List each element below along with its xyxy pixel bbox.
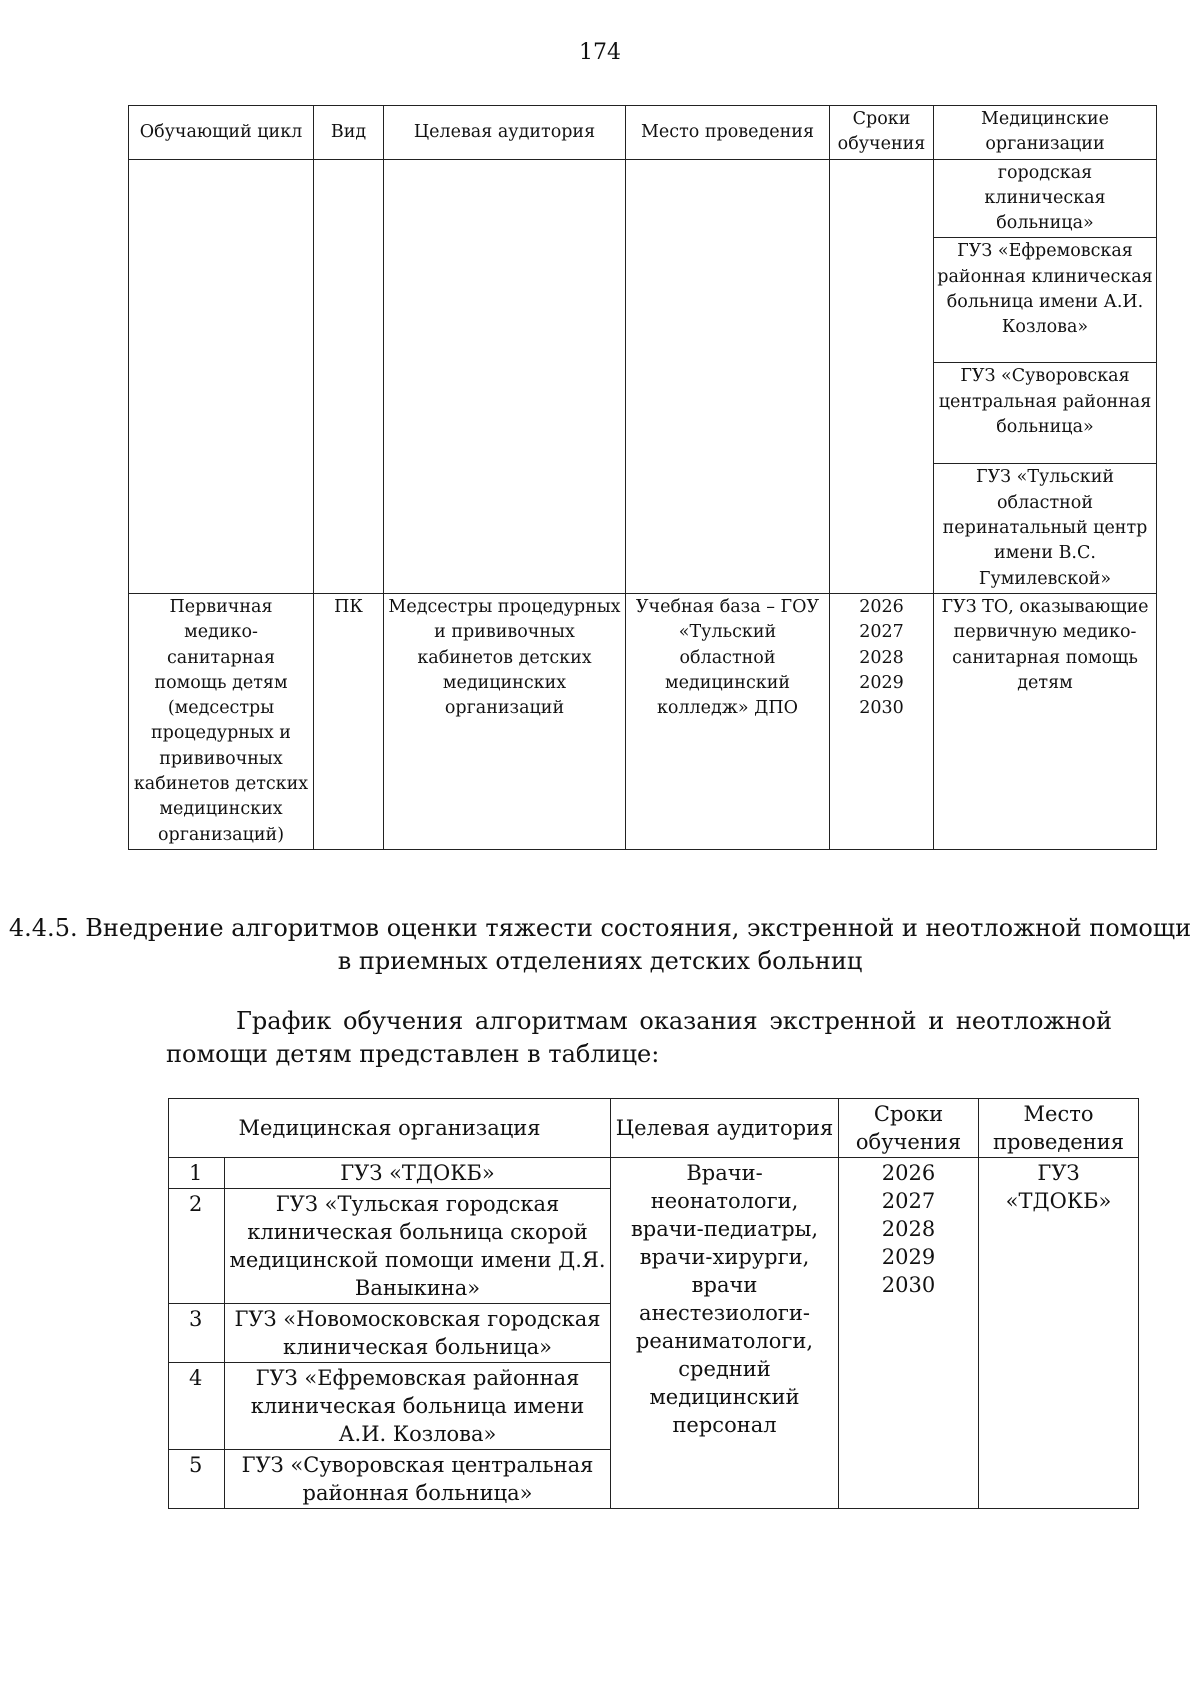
year: 2027 bbox=[881, 1189, 936, 1213]
empty-cell bbox=[626, 159, 830, 593]
org-cell: ГУЗ «ТДОКБ» bbox=[225, 1158, 611, 1189]
audience-cell: Медсестры процедурных и прививочных кабинетов детских медицинских организаций bbox=[384, 593, 626, 849]
row-number: 1 bbox=[169, 1158, 225, 1189]
year: 2030 bbox=[881, 1273, 936, 1297]
paragraph-text: График обучения алгоритмам оказания экстренной и неотложной помощи детям представлен в таблице: bbox=[166, 1007, 1112, 1068]
org-cell: ГУЗ «Ефремовская районная клиническая больница имени А.И. Козлова» bbox=[934, 238, 1157, 363]
section-heading: 4.4.5. Внедрение алгоритмов оценки тяжести состояния, экстренной и неотложной помощи в приемных отделениях детских больниц bbox=[8, 914, 1192, 975]
year: 2026 bbox=[859, 596, 904, 617]
empty-cell bbox=[314, 159, 384, 593]
header-cell: Целевая аудитория bbox=[611, 1099, 839, 1158]
row-number: 5 bbox=[169, 1450, 225, 1509]
type-cell: ПК bbox=[314, 593, 384, 849]
row-number: 2 bbox=[169, 1189, 225, 1304]
empty-cell bbox=[384, 159, 626, 593]
org-cell: городская клиническая больница» bbox=[934, 159, 1157, 238]
org-cell: ГУЗ «Ефремовская районная клиническая больница имени А.И. Козлова» bbox=[225, 1363, 611, 1450]
place-cell: ГУЗ «ТДОКБ» bbox=[979, 1158, 1139, 1509]
table-header-row bbox=[169, 1099, 1139, 1158]
org-cell: ГУЗ «Суворовская центральная районная больница» bbox=[934, 363, 1157, 464]
table-row bbox=[169, 1158, 1139, 1189]
empty-cell bbox=[129, 159, 314, 593]
header-cell: Обучающий цикл bbox=[129, 106, 314, 160]
table-row bbox=[129, 159, 1157, 238]
org-cell: ГУЗ «Тульский областной перинатальный центр имени В.С. Гумилевской» bbox=[934, 464, 1157, 593]
years-cell bbox=[839, 1158, 979, 1509]
header-cell: Место проведения bbox=[979, 1099, 1139, 1158]
org-cell: ГУЗ «Новомосковская городская клиническая больница» bbox=[225, 1304, 611, 1363]
year: 2028 bbox=[881, 1217, 936, 1241]
org-cell: ГУЗ «Суворовская центральная районная больница» bbox=[225, 1450, 611, 1509]
page-number: 174 bbox=[579, 40, 621, 65]
schedule-table bbox=[168, 1098, 1139, 1509]
table-row bbox=[129, 593, 1157, 849]
section-paragraph bbox=[166, 1005, 1112, 1071]
place-cell: Учебная база – ГОУ «Тульский областной медицинский колледж» ДПО bbox=[626, 593, 830, 849]
year: 2029 bbox=[859, 672, 904, 693]
header-cell: Место проведения bbox=[626, 106, 830, 160]
row-number: 3 bbox=[169, 1304, 225, 1363]
header-cell: Целевая аудитория bbox=[384, 106, 626, 160]
cycle-cell: Первичная медико-санитарная помощь детям (медсестры процедурных и прививочных кабинетов детских медицинских организаций) bbox=[129, 593, 314, 849]
org-cell: ГУЗ «Тульская городская клиническая больница скорой медицинской помощи имени Д.Я. Ваныкина» bbox=[225, 1189, 611, 1304]
year: 2029 bbox=[881, 1245, 936, 1269]
training-table bbox=[128, 105, 1157, 850]
year: 2026 bbox=[881, 1161, 936, 1185]
year: 2027 bbox=[859, 622, 904, 643]
table-header-row bbox=[129, 106, 1157, 160]
header-cell: Сроки обучения bbox=[830, 106, 934, 160]
row-number: 4 bbox=[169, 1363, 225, 1450]
header-cell: Вид bbox=[314, 106, 384, 160]
year: 2028 bbox=[859, 647, 904, 668]
empty-cell bbox=[830, 159, 934, 593]
year: 2030 bbox=[859, 698, 904, 719]
header-cell: Медицинские организации bbox=[934, 106, 1157, 160]
audience-cell: Врачи-неонатологи, врачи-педиатры, врачи-хирурги, врачи анестезиологи-реаниматологи, средний медицинский персонал bbox=[611, 1158, 839, 1509]
header-cell: Медицинская организация bbox=[169, 1099, 611, 1158]
header-cell: Сроки обучения bbox=[839, 1099, 979, 1158]
org-cell: ГУЗ ТО, оказывающие первичную медико-санитарная помощь детям bbox=[934, 593, 1157, 849]
years-cell bbox=[830, 593, 934, 849]
